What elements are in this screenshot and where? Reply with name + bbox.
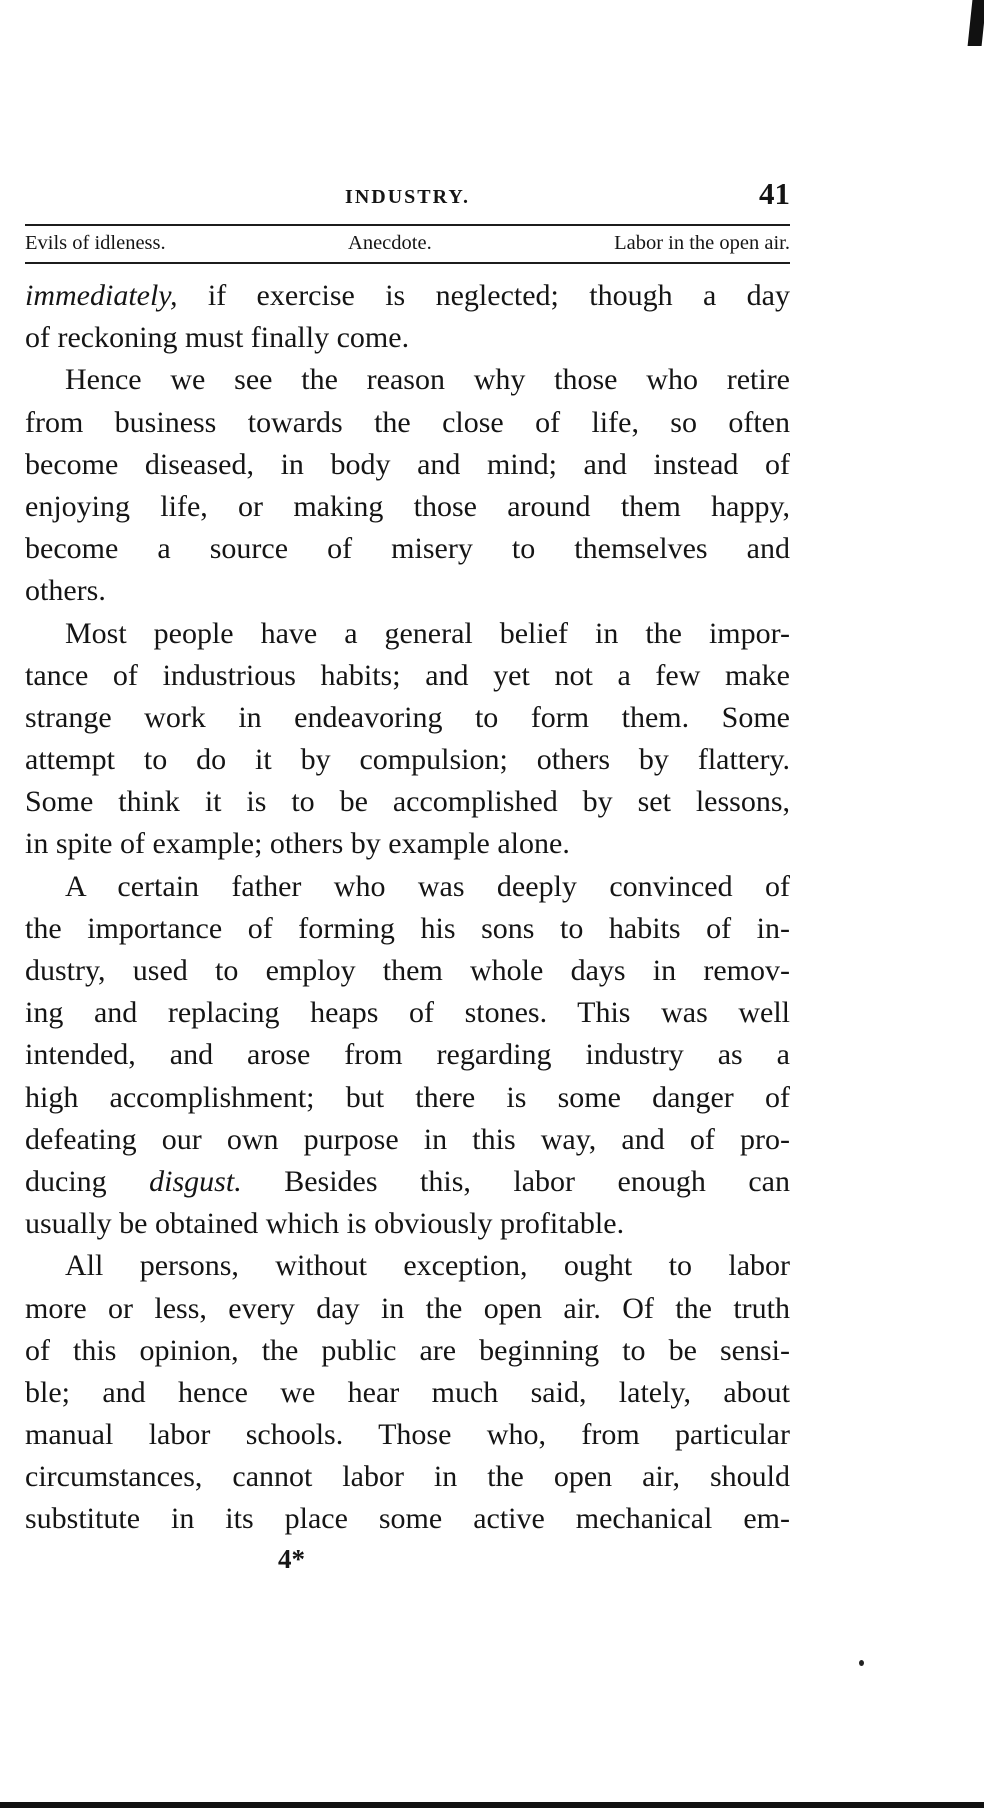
text-run: ble; and hence we hear much said, lately, about bbox=[25, 1375, 790, 1409]
text-run: of reckoning must finally come. bbox=[25, 321, 410, 355]
scan-speck bbox=[859, 1660, 864, 1666]
text-line bbox=[25, 317, 790, 359]
text-line bbox=[25, 866, 790, 908]
text-line bbox=[25, 275, 790, 317]
text-run: Besides this, labor enough can bbox=[241, 1164, 790, 1198]
text-line bbox=[25, 1288, 790, 1330]
running-title: INDUSTRY. bbox=[345, 186, 470, 208]
topic-labor-open-air: Labor in the open air. bbox=[614, 231, 790, 254]
text-run: strange work in endeavoring to form them. Some bbox=[25, 700, 790, 734]
text-run: defeating our own purpose in this way, and of pro- bbox=[25, 1122, 790, 1156]
text-line bbox=[25, 1034, 790, 1076]
text-run: A certain father who was deeply convinced of bbox=[65, 869, 790, 903]
text-line bbox=[25, 1119, 790, 1161]
text-line bbox=[25, 655, 790, 697]
topic-evils-of-idleness: Evils of idleness. bbox=[25, 231, 166, 254]
text-run: manual labor schools. Those who, from particular bbox=[25, 1418, 790, 1452]
text-run: of this opinion, the public are beginning to be sensi- bbox=[25, 1333, 790, 1367]
text-line bbox=[25, 1077, 790, 1119]
text-line bbox=[25, 1161, 790, 1203]
text-run: enjoying life, or making those around them happy, bbox=[25, 489, 790, 523]
text-line bbox=[25, 528, 790, 570]
text-run: usually be obtained which is obviously profitable. bbox=[25, 1207, 625, 1241]
header-rule-bottom bbox=[25, 262, 790, 264]
text-run: dustry, used to employ them whole days in remov- bbox=[25, 954, 790, 987]
text-run: Most people have a general belief in the impor- bbox=[65, 616, 790, 650]
text-line bbox=[25, 486, 790, 528]
text-line bbox=[25, 613, 790, 655]
text-line bbox=[25, 781, 790, 823]
text-line bbox=[25, 1245, 790, 1287]
text-run: circumstances, cannot labor in the open air, should bbox=[25, 1460, 790, 1494]
text-run: from business towards the close of life, so often bbox=[25, 405, 790, 439]
header-rule-top bbox=[25, 224, 790, 226]
topic-summary bbox=[25, 228, 790, 258]
text-line bbox=[25, 444, 790, 486]
page-edge-bottom bbox=[0, 1802, 984, 1808]
text-run: All persons, without exception, ought to labor bbox=[65, 1249, 790, 1283]
text-run: more or less, every day in the open air. Of the truth bbox=[25, 1291, 790, 1325]
text-run: ducing bbox=[25, 1164, 150, 1198]
text-run: ing and replacing heaps of stones. This was well bbox=[25, 996, 790, 1030]
italic-text: disgust. bbox=[149, 1164, 242, 1198]
text-run: become a source of misery to themselves and bbox=[25, 532, 790, 566]
text-line bbox=[25, 1456, 790, 1498]
text-line bbox=[25, 697, 790, 739]
text-run: attempt to do it by compulsion; others by flattery. bbox=[25, 743, 790, 777]
text-run: Hence we see the reason why those who retire bbox=[65, 363, 790, 397]
text-line bbox=[25, 1414, 790, 1456]
text-line bbox=[25, 950, 790, 992]
text-line bbox=[25, 1330, 790, 1372]
signature-mark: 4* bbox=[278, 1544, 305, 1574]
text-run: high accomplishment; but there is some danger of bbox=[25, 1080, 790, 1114]
page-number: 41 bbox=[759, 176, 790, 211]
text-run: others. bbox=[25, 574, 106, 608]
text-line bbox=[25, 992, 790, 1034]
text-line bbox=[25, 908, 790, 950]
text-line bbox=[25, 359, 790, 401]
text-line bbox=[25, 402, 790, 444]
running-head bbox=[25, 176, 790, 216]
text-line bbox=[25, 1498, 790, 1540]
text-run: substitute in its place some active mechanical em- bbox=[25, 1502, 790, 1536]
text-line bbox=[25, 739, 790, 781]
text-run: become diseased, in body and mind; and instead of bbox=[25, 447, 790, 481]
text-line bbox=[25, 1372, 790, 1414]
text-run: tance of industrious habits; and yet not a few make bbox=[25, 658, 790, 692]
italic-text: immediately, bbox=[25, 279, 178, 312]
text-run: Some think it is to be accomplished by set lessons, bbox=[25, 785, 790, 819]
topic-anecdote: Anecdote. bbox=[348, 231, 432, 254]
text-line bbox=[25, 823, 790, 865]
page-edge-shadow bbox=[968, 0, 984, 46]
text-line bbox=[25, 570, 790, 612]
body-text bbox=[25, 275, 790, 1541]
text-run: in spite of example; others by example alone. bbox=[25, 827, 570, 861]
text-run: if exercise is neglected; though a day bbox=[177, 279, 790, 312]
text-run: the importance of forming his sons to habits of in- bbox=[25, 911, 790, 945]
text-run: intended, and arose from regarding industry as a bbox=[25, 1038, 790, 1072]
text-line bbox=[25, 1203, 790, 1245]
